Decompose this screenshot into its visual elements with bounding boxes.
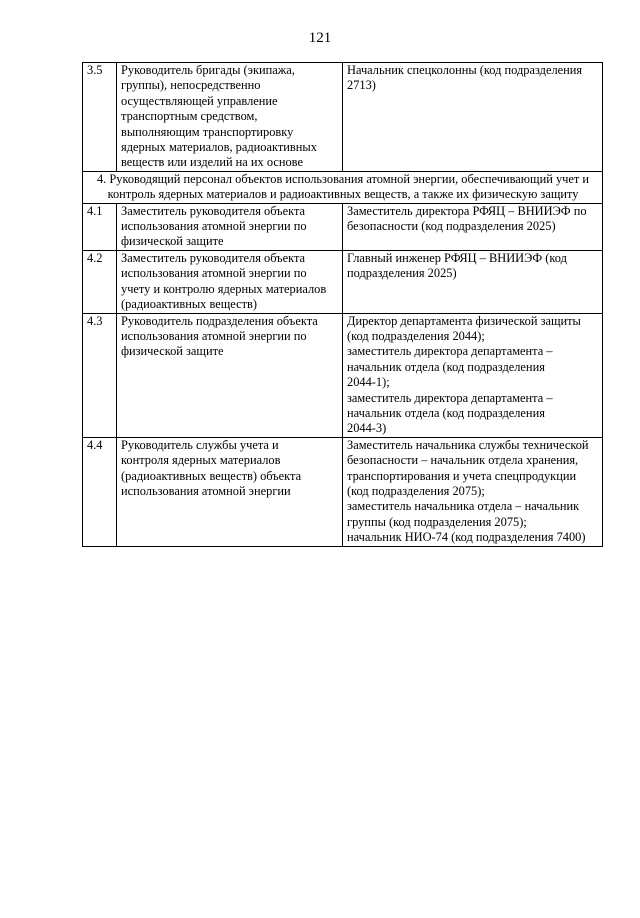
official-line: (код подразделения 2044);	[347, 328, 485, 343]
official-line: начальник НИО-74 (код подразделения 7400)	[347, 530, 586, 545]
section-4-title	[83, 171, 603, 203]
official-line: заместитель директора департамента –	[347, 344, 553, 359]
section-title-line: контроль ядерных материалов и радиоактивных веществ, а также их физическую защиту	[107, 187, 579, 202]
official-line: Главный инженер РФЯЦ – ВНИИЭФ (код	[347, 250, 567, 265]
official-line: подразделения 2025)	[347, 266, 457, 281]
position-cell	[117, 203, 343, 250]
official-entry	[347, 204, 599, 235]
table-row-4-2	[83, 250, 603, 313]
positions-table	[82, 62, 603, 547]
official-line: Заместитель начальника службы технической	[347, 437, 589, 452]
official-line: заместитель директора департамента –	[347, 390, 553, 405]
position-line: (радиоактивных веществ) объекта	[121, 468, 302, 483]
position-line: Заместитель руководителя объекта	[121, 250, 306, 265]
row-number: 4.1	[83, 203, 117, 250]
position-cell	[117, 63, 343, 172]
position-line: использования атомной энергии по	[121, 328, 307, 343]
position-cell	[117, 250, 343, 313]
table-row-4-1	[83, 203, 603, 250]
position-line: физической защите	[121, 344, 224, 359]
official-cell	[343, 63, 603, 172]
section-header-row	[83, 171, 603, 203]
official-cell	[343, 437, 603, 546]
official-line: Начальник спецколонны (код подразделения	[347, 63, 583, 77]
table-row-4-4	[83, 437, 603, 546]
official-line: заместитель начальника отдела – начальник	[347, 499, 580, 514]
official-cell	[343, 203, 603, 250]
position-line: группы), непосредственно	[121, 78, 261, 93]
official-entry	[347, 391, 599, 437]
official-entry	[347, 438, 599, 500]
section-title-line: 4. Руководящий персонал объектов использования атомной энергии, обеспечивающий учет и	[96, 171, 590, 186]
position-line: использования атомной энергии	[121, 483, 291, 498]
official-line: начальник отдела (код подразделения	[347, 405, 545, 420]
official-line: (код подразделения 2075);	[347, 483, 485, 498]
table-row-3-5	[83, 63, 603, 172]
position-line: ядерных материалов, радиоактивных	[121, 140, 317, 155]
official-line: безопасности – начальник отдела хранения,	[347, 453, 579, 468]
position-line: (радиоактивных веществ)	[121, 297, 257, 312]
official-entry	[347, 344, 599, 390]
row-number: 3.5	[83, 63, 117, 172]
position-line: транспортным средством,	[121, 109, 258, 124]
official-entry	[347, 499, 599, 530]
position-line: Заместитель руководителя объекта	[121, 203, 306, 218]
row-number: 4.2	[83, 250, 117, 313]
official-line: группы (код подразделения 2075);	[347, 514, 527, 529]
position-line: контроля ядерных материалов	[121, 453, 281, 468]
position-line: Руководитель службы учета и	[121, 437, 279, 452]
official-line: 2044-1);	[347, 375, 390, 390]
position-line: использования атомной энергии по	[121, 266, 307, 281]
position-cell	[117, 437, 343, 546]
position-line: Руководитель подразделения объекта	[121, 313, 318, 328]
official-entry	[347, 530, 599, 545]
position-line: осуществляющей управление	[121, 93, 278, 108]
official-entry	[347, 314, 599, 345]
position-line: учету и контролю ядерных материалов	[121, 281, 327, 296]
position-cell	[117, 313, 343, 437]
position-line: выполняющим транспортировку	[121, 124, 294, 139]
official-cell	[343, 250, 603, 313]
official-entry	[347, 251, 599, 282]
official-line: безопасности (код подразделения 2025)	[347, 219, 556, 234]
position-line: веществ или изделий на их основе	[121, 155, 303, 170]
table-row-4-3	[83, 313, 603, 437]
official-line: 2713)	[347, 78, 376, 93]
position-line: использования атомной энергии по	[121, 219, 307, 234]
official-cell	[343, 313, 603, 437]
official-line: 2044-3)	[347, 421, 387, 436]
row-number: 4.3	[83, 313, 117, 437]
page-number: 121	[308, 30, 332, 46]
official-line: Заместитель директора РФЯЦ – ВНИИЭФ по	[347, 203, 587, 218]
position-line: Руководитель бригады (экипажа,	[121, 63, 295, 77]
position-line: физической защите	[121, 234, 224, 249]
official-line: транспортирования и учета спецпродукции	[347, 468, 577, 483]
official-line: начальник отдела (код подразделения	[347, 359, 545, 374]
official-line: Директор департамента физической защиты	[347, 313, 581, 328]
row-number: 4.4	[83, 437, 117, 546]
